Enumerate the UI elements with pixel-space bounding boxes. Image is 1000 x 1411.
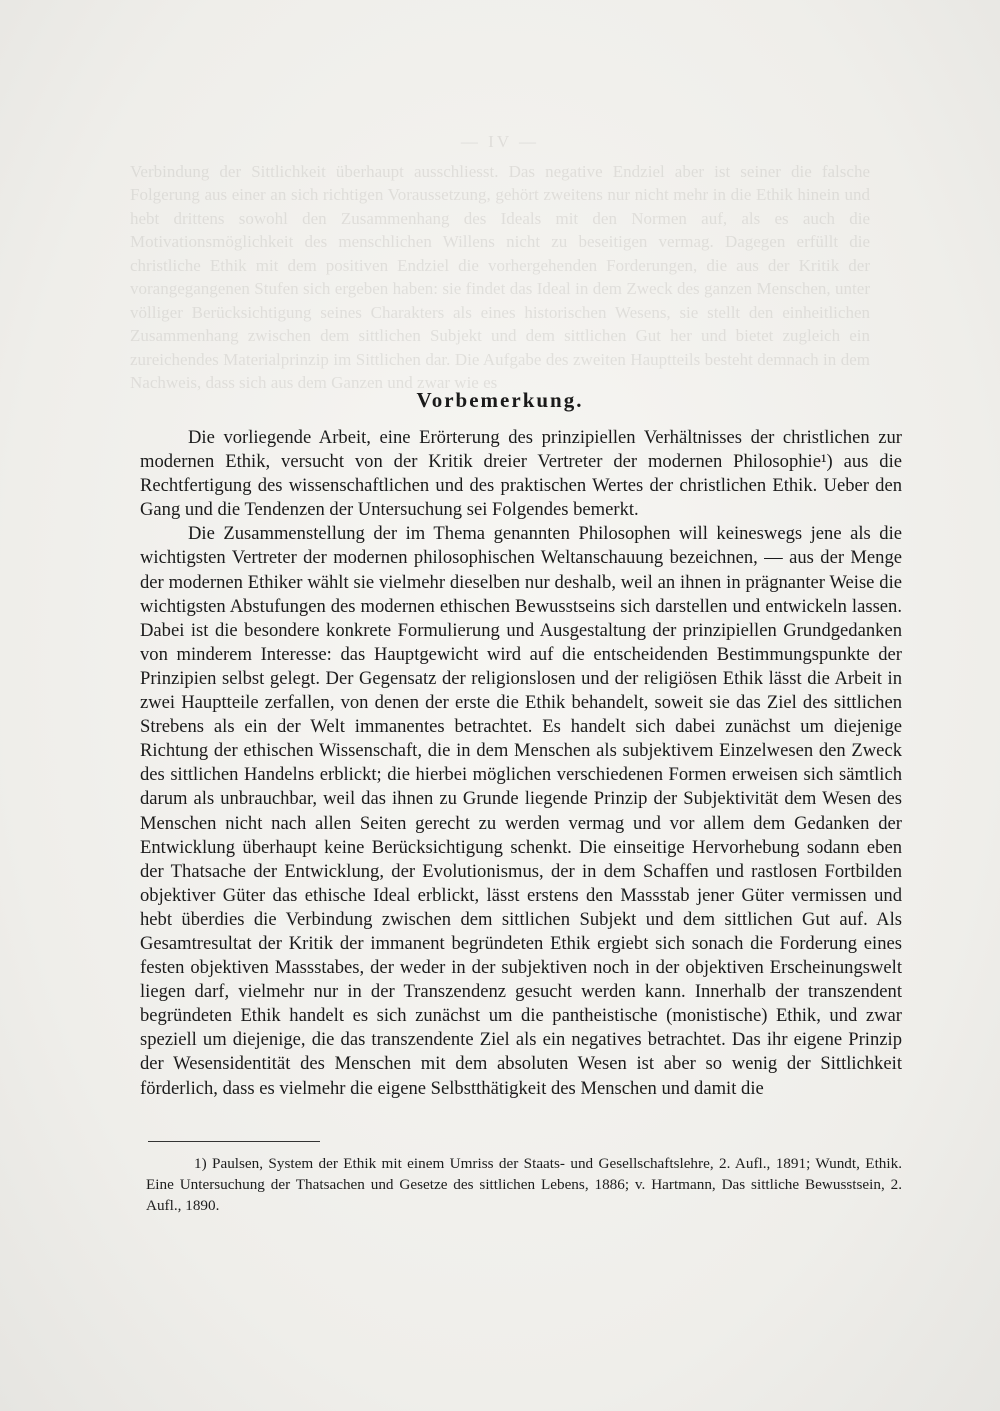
- bleed-through-text: [130, 130, 870, 395]
- bleed-through-body: Verbindung der Sittlichkeit überhaupt ausschliesst. Das negative Endziel aber ist seiner die falsche Folgerung aus einer an sich richtigen Voraussetzung, gehört zweitens nur nicht mehr in die Ethik hinein und hebt drittens sowohl den Zusammenhang des Ideals mit den Normen auf, als es auch die Motivationsmöglichkeit des menschlichen Willens nicht zu beseitigen vermag. Dagegen erfüllt die christliche Ethik mit dem positiven Endziel die vorhergehenden Forderungen, die aus der Kritik der vorangegangenen Stufen sich ergeben haben: sie findet das Ideal in dem Zweck des ganzen Menschen, unter völliger Berücksichtigung seines Charakters als eines historischen Wesens, sie stellt den einheitlichen Zusammenhang zwischen dem sittlichen Subjekt und dem sittlichen Gut her und bietet zugleich ein zureichendes Materialprinzip im Sittlichen dar. Die Aufgabe des zweiten Hauptteils besteht demnach in dem Nachweis, dass sich aus dem Ganzen und zwar wie es: [130, 161, 870, 392]
- bleed-through-page-number: — IV —: [460, 132, 540, 151]
- section-heading: Vorbemerkung.: [416, 388, 584, 412]
- main-text: [140, 426, 902, 1101]
- paragraph-intro: Die vorliegende Arbeit, eine Erörterung des prinzipiellen Verhältnisses der christlichen zur modernen Ethik, versucht von der Kritik dreier Vertreter der modernen Philosophie¹) aus die Rechtfertigung des wissenschaftlichen und des praktischen Wertes der christlichen Ethik. Ueber den Gang und die Tendenzen der Untersuchung sei Folgendes bemerkt.: [140, 427, 902, 521]
- footnote-separator: [148, 1141, 320, 1142]
- footnote-text: 1) Paulsen, System der Ethik mit einem Umriss der Staats- und Gesellschaftslehre, 2. Aufl., 1891; Wundt, Ethik. Eine Untersuchung der Thatsachen und Gesetze des sittlichen Lebens, 1886; v. Hartmann, Das sittliche Bewusstsein, 2. Aufl., 1890.: [146, 1155, 902, 1214]
- footnote: [146, 1153, 902, 1216]
- paragraph-overview: Die Zusammenstellung der im Thema genannten Philosophen will keineswegs jene als die wichtigsten Vertreter der modernen philosophischen Weltanschauung bezeichnen, — aus der Menge der modernen Ethiker wählt sie vielmehr dieselben nur deshalb, weil an ihnen in prägnanter Weise die wichtigsten Abstufungen des modernen ethischen Bewusstseins sich darstellen und entwickeln lassen. Dabei ist die besondere konkrete Formulierung und Ausgestaltung der prinzipiellen Grundgedanken von minderem Interesse: das Hauptgewicht wird auf die entscheidenden Bestimmungspunkte der Prinzipien selbst gelegt. Der Gegensatz der religionslosen und der religiösen Ethik lässt die Arbeit in zwei Hauptteile zerfallen, von denen der erste die Ethik behandelt, soweit sie das Ziel des sittlichen Strebens als ein der Welt immanentes betrachtet. Es handelt sich dabei zunächst um diejenige Richtung der ethischen Wissenschaft, die in dem Menschen als subjektivem Einzelwesen den Zweck des sittlichen Handelns erblickt; die hierbei möglichen verschiedenen Formen erweisen sich sämtlich darum als unbrauchbar, weil das ihnen zu Grunde liegende Prinzip der Subjektivität dem Wesen des Menschen nicht nach allen Seiten gerecht zu werden vermag und vor allem dem Gedanken der Entwicklung überhaupt keine Berücksichtigung schenkt. Die einseitige Hervorhebung sodann eben der Thatsache der Entwicklung, der Evolutionismus, der in dem Schaffen und rastlosen Fortbilden objektiver Güter das ethische Ideal erblickt, lässt erstens den Massstab jener Güter vermissen und hebt überdies die Verbindung zwischen dem sittlichen Subjekt und dem sittlichen Gut auf. Als Gesamtresultat der Kritik der immanent begründeten Ethik ergiebt sich sonach die Forderung eines festen objektiven Massstabes, der weder in der subjektiven noch in der objektiven Erscheinungswelt liegen darf, vielmehr nur in der Transzendenz gesucht werden kann. Innerhalb der transzendent begründeten Ethik handelt es sich zunächst um die pantheistische (monistische) Ethik, und zwar speziell um diejenige, die das transzendente Ziel als ein negatives betrachtet. Das ihr eigene Prinzip der Wesensidentität des Menschen mit dem absoluten Wesen ist aber so wenig der Sittlichkeit förderlich, dass es vielmehr die eigene Selbstthätigkeit des Menschen und damit die: [140, 523, 902, 1099]
